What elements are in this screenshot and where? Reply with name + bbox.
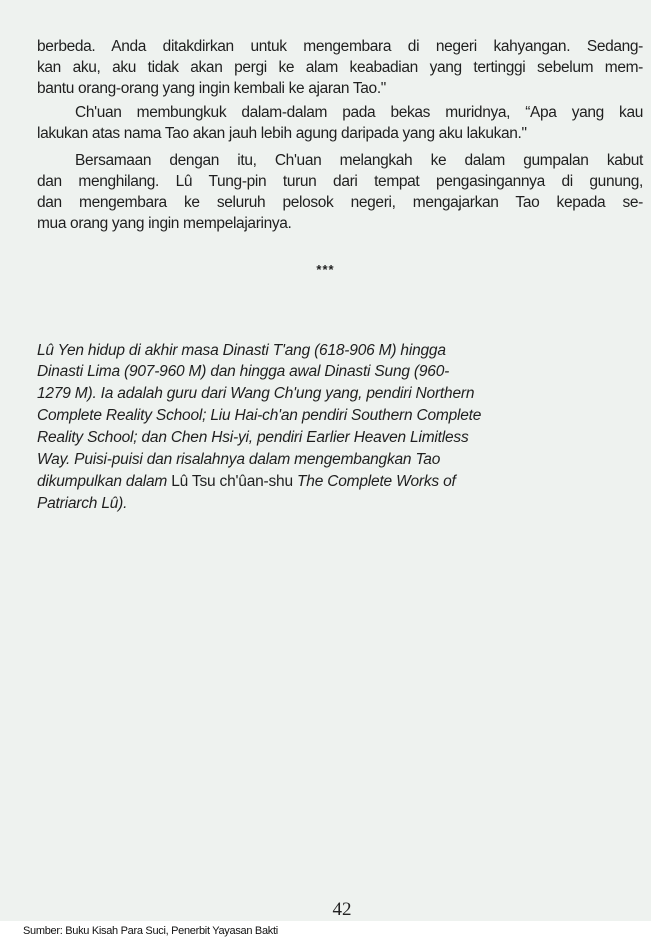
note-line: Reality School; dan Chen Hsi-yi, pendiri Earlier Heaven Limitless	[37, 429, 469, 446]
source-caption: Sumber: Buku Kisah Para Suci, Penerbit Yayasan Bakti	[23, 925, 278, 937]
note-text: dikumpulkan dalam	[37, 473, 172, 490]
note-text: The Complete Works of	[292, 473, 456, 490]
body-line: Bersamaan dengan itu, Ch'uan melangkah ke dalam gumpalan kabut	[75, 152, 643, 169]
body-line: mua orang yang ingin mempelajarinya.	[37, 215, 292, 232]
body-line: dan menghilang. Lû Tung-pin turun dari tempat pengasingannya di gunung,	[37, 173, 643, 190]
body-line: kan aku, aku tidak akan pergi ke alam keabadian yang tertinggi sebelum mem-	[37, 59, 643, 76]
page-number: 42	[332, 899, 352, 920]
note-line: Dinasti Lima (907-960 M) dan hingga awal Dinasti Sung (960-	[37, 363, 450, 380]
note-line	[37, 472, 575, 492]
body-line: lakukan atas nama Tao akan jauh lebih agung daripada yang aku lakukan."	[37, 125, 527, 142]
body-line: Ch'uan membungkuk dalam-dalam pada bekas muridnya, “Apa yang kau	[75, 104, 643, 121]
body-line: dan mengembara ke seluruh pelosok negeri, mengajarkan Tao kepada se-	[37, 194, 643, 211]
body-line: bantu orang-orang yang ingin kembali ke ajaran Tao."	[37, 80, 386, 97]
section-separator: ***	[316, 262, 335, 277]
note-line: 1279 M). Ia adalah guru dari Wang Ch'ung yang, pendiri Northern	[37, 385, 475, 402]
note-line: Patriarch Lû).	[37, 495, 128, 512]
note-line: Lû Yen hidup di akhir masa Dinasti T'ang (618-906 M) hingga	[37, 342, 446, 359]
note-line: Complete Reality School; Liu Hai-ch'an pendiri Southern Complete	[37, 407, 482, 424]
note-line: Way. Puisi-puisi dan risalahnya dalam mengembangkan Tao	[37, 451, 441, 468]
book-title-roman: Lû Tsu ch'ûan-shu	[171, 473, 293, 490]
body-line: berbeda. Anda ditakdirkan untuk mengembara di negeri kahyangan. Sedang-	[37, 38, 643, 55]
